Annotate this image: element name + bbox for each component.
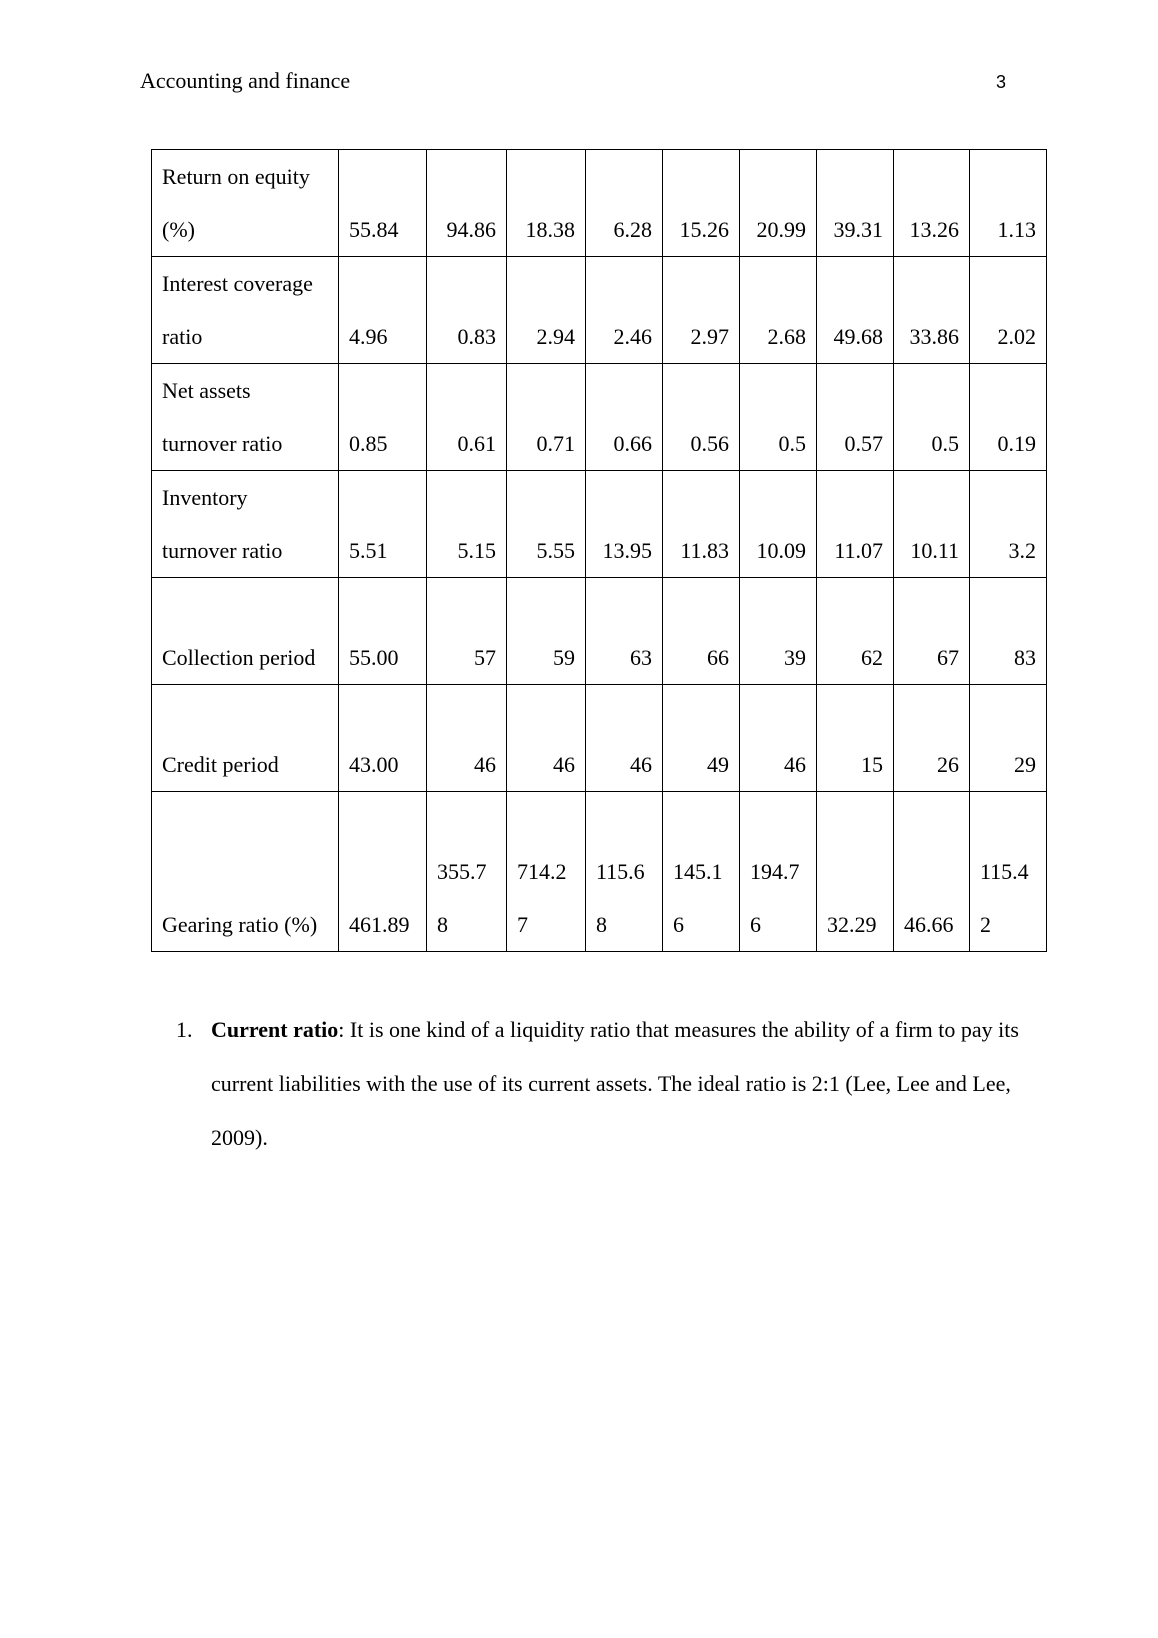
table-cell: 0.19 (970, 364, 1047, 471)
table-cell: 46 (740, 685, 817, 792)
table-cell: 15 (817, 685, 894, 792)
table-cell: 4.96 (339, 257, 427, 364)
table-row (152, 257, 1047, 364)
table-cell: 0.83 (427, 257, 507, 364)
table-cell: 194.76 (740, 792, 817, 952)
table-cell: 46.66 (894, 792, 970, 952)
table-cell: 29 (970, 685, 1047, 792)
table-cell: 46 (507, 685, 586, 792)
table-cell: 11.07 (817, 471, 894, 578)
ratio-table (151, 149, 1047, 952)
table-cell: 5.55 (507, 471, 586, 578)
table-cell: 1.13 (970, 150, 1047, 257)
table-cell: 2.46 (586, 257, 663, 364)
table-cell: 57 (427, 578, 507, 685)
table-cell: 0.66 (586, 364, 663, 471)
table-cell: 67 (894, 578, 970, 685)
row-label: Net assets turnover ratio (152, 364, 339, 471)
table-cell: 0.5 (894, 364, 970, 471)
table-cell: 0.5 (740, 364, 817, 471)
table-cell: 46 (586, 685, 663, 792)
table-row (152, 364, 1047, 471)
table-cell: 115.68 (586, 792, 663, 952)
page-number: 3 (996, 72, 1007, 92)
table-cell: 15.26 (663, 150, 740, 257)
table-cell: 6.28 (586, 150, 663, 257)
table-cell: 355.78 (427, 792, 507, 952)
table-cell: 20.99 (740, 150, 817, 257)
table-cell: 63 (586, 578, 663, 685)
table-cell: 2.68 (740, 257, 817, 364)
table-row (152, 471, 1047, 578)
row-label: Gearing ratio (%) (152, 792, 339, 952)
table-cell: 55.00 (339, 578, 427, 685)
table-cell: 66 (663, 578, 740, 685)
table-cell: 0.61 (427, 364, 507, 471)
list-item-text: : It is one kind of a liquidity ratio that measures the ability of a firm to pay its current liabilities with the use of its current assets. The ideal ratio is 2:1 (Lee, Lee and Lee, 2009). (211, 1017, 1019, 1150)
table-cell: 11.83 (663, 471, 740, 578)
list-item (176, 1003, 1026, 1165)
table-cell: 49 (663, 685, 740, 792)
table-cell: 5.15 (427, 471, 507, 578)
table-cell: 5.51 (339, 471, 427, 578)
table-cell: 13.26 (894, 150, 970, 257)
row-label: Credit period (152, 685, 339, 792)
table-cell: 32.29 (817, 792, 894, 952)
table-row (152, 685, 1047, 792)
table-cell: 46 (427, 685, 507, 792)
table-cell: 0.71 (507, 364, 586, 471)
row-label: Inventory turnover ratio (152, 471, 339, 578)
table-cell: 26 (894, 685, 970, 792)
table-cell: 0.57 (817, 364, 894, 471)
table-cell: 145.16 (663, 792, 740, 952)
table-cell: 3.2 (970, 471, 1047, 578)
table-cell: 39.31 (817, 150, 894, 257)
table-cell: 59 (507, 578, 586, 685)
list-marker: 1. (176, 1017, 193, 1042)
table-cell: 461.89 (339, 792, 427, 952)
table-cell: 2.02 (970, 257, 1047, 364)
table-cell: 714.27 (507, 792, 586, 952)
table-cell: 33.86 (894, 257, 970, 364)
table-cell: 43.00 (339, 685, 427, 792)
table-row (152, 150, 1047, 257)
table-cell: 2.97 (663, 257, 740, 364)
table-cell: 2.94 (507, 257, 586, 364)
table-cell: 55.84 (339, 150, 427, 257)
row-label: Return on equity (%) (152, 150, 339, 257)
table-cell: 0.56 (663, 364, 740, 471)
table-cell: 115.42 (970, 792, 1047, 952)
table-cell: 10.11 (894, 471, 970, 578)
table-cell: 39 (740, 578, 817, 685)
table-cell: 83 (970, 578, 1047, 685)
table-cell: 18.38 (507, 150, 586, 257)
table-cell: 13.95 (586, 471, 663, 578)
running-head: Accounting and finance (140, 68, 351, 93)
table-cell: 0.85 (339, 364, 427, 471)
list-item-term: Current ratio (211, 1017, 339, 1042)
table-row (152, 792, 1047, 952)
row-label: Interest coverage ratio (152, 257, 339, 364)
row-label: Collection period (152, 578, 339, 685)
list-item-body (211, 1003, 1026, 1165)
table-cell: 94.86 (427, 150, 507, 257)
table-cell: 62 (817, 578, 894, 685)
table-row (152, 578, 1047, 685)
table-cell: 10.09 (740, 471, 817, 578)
table-cell: 49.68 (817, 257, 894, 364)
